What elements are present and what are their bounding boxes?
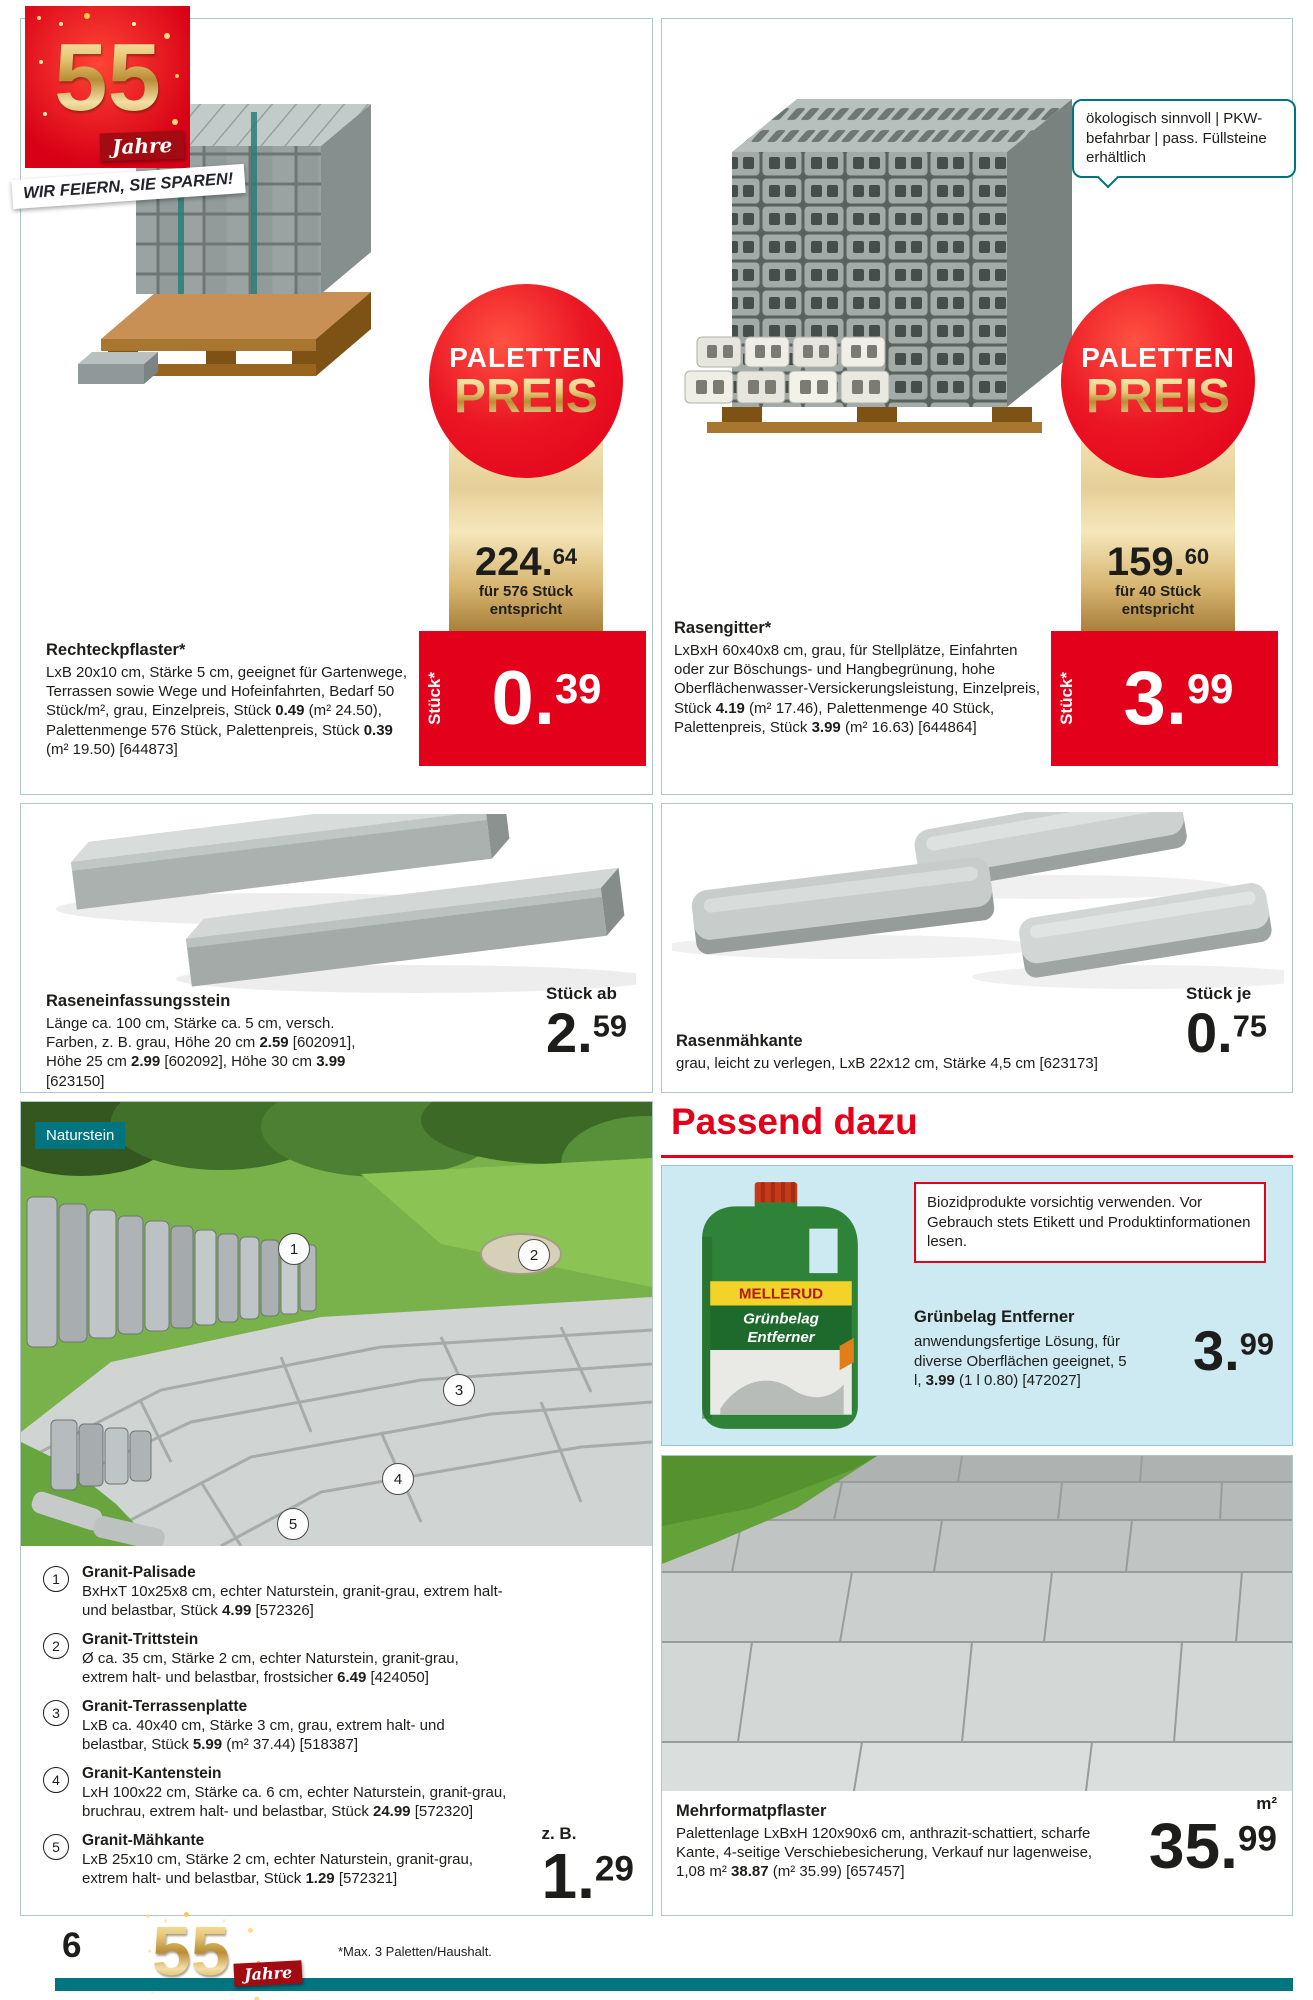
pallet-price-whole: 224. [474,540,553,584]
pallet-price-cents: 60 [1184,544,1210,569]
wooden-pallet [707,407,1042,433]
product-title: Rasenmähkante [676,1032,803,1050]
raseneinfassungsstein-image [36,814,636,994]
item-number: 3 [43,1700,69,1726]
marker-2 [518,1239,550,1271]
badge-paletten-text: PALETTEN [1081,342,1235,374]
price-cents: 99 [1239,1326,1274,1362]
item-title: Granit-Mähkante [82,1832,205,1850]
marker-5 [277,1508,309,1540]
marker-4 [382,1463,414,1495]
price-block [1193,1319,1274,1382]
product-info [46,641,411,759]
page-number: 6 [62,1926,82,1965]
product-title: Rechteckpflaster* [46,641,186,659]
pallet-price-quantity: für 40 Stück [1115,583,1201,600]
product-title: Mehrformatpflaster [676,1802,827,1820]
canister-label-line1: Grünbelag [743,1310,819,1328]
product-info [676,1032,1116,1073]
item-title: Granit-Kantenstein [82,1765,222,1783]
single-paver [78,352,158,384]
brand-logo-55-jahre [25,6,190,168]
eco-info-text: ökologisch sinnvoll | PKW-befahrbar | pass. Füllsteine erhältlich [1086,110,1267,166]
product-title: Raseneinfassungsstein [46,992,231,1010]
price-whole: 3. [1193,1319,1240,1382]
brand-years: 55 [152,1912,230,1990]
product-title: Rasengitter* [674,619,772,637]
passend-dazu-panel [661,1165,1293,1446]
badge-preis-text: PREIS [453,370,599,424]
item-number: 2 [43,1633,69,1659]
brand-jahre-tag: Jahre [99,131,184,162]
product-description: LxBxH 60x40x8 cm, grau, für Stellplätze, Einfahrten oder zur Böschungs- und Hangbegrünung, hohe Oberflächenwasser-Versickerungsleistung, Einzelpreis, Stück 4.19 (m² 17.46), Palettenmenge 40 Stück, Palettenpreis, Stück 3.99 (m² 16.63) [644864] [674,642,1041,736]
pallet-price-quantity: für 576 Stück [478,583,574,600]
price-label: Stück ab [546,984,617,1003]
list-item [43,1564,508,1620]
item-description: LxH 100x22 cm, Stärke ca. 6 cm, echter Naturstein, granit-grau, bruchrau, extrem halt- und belastbar, Stück 24.99 [572320] [82,1784,507,1821]
product-description: anwendungsfertige Lösung, für diverse Oberflächen geeignet, 5 l, 3.99 (1 l 0.80) [472027] [914,1333,1127,1389]
price-block [1186,984,1267,1064]
price-cents: 59 [592,1008,627,1044]
price-block [541,1824,634,1913]
unit-price-cents: 39 [554,664,602,712]
product-tile-rasengitter [661,18,1293,795]
item-description: BxHxT 10x25x8 cm, echter Naturstein, granit-grau, extrem halt- und belastbar, Stück 4.99 [572326] [82,1583,503,1620]
granit-garden-image [21,1102,652,1546]
unit-price-cents: 99 [1186,664,1234,712]
brand-claim-banner: WIR FEIERN, SIE SPAREN! [11,164,245,209]
pallet-price [475,541,577,583]
product-info [676,1802,1096,1882]
item-number: 1 [43,1566,69,1592]
item-title: Granit-Terrassenplatte [82,1698,248,1716]
rasengitter-pallet-image [677,37,1097,457]
brand-jahre-tag: Jahre [233,1960,302,1987]
section-passend-dazu [661,1101,1293,1446]
item-description: LxB ca. 40x40 cm, Stärke 3 cm, grau, extrem halt- und belastbar, Stück 5.99 (m² 37.44) [518387] [82,1717,445,1754]
product-info [46,992,386,1091]
price-value [1148,1810,1277,1882]
marker-number: 3 [454,1381,464,1399]
pallet-price-equals: entspricht [1121,601,1195,618]
product-description: LxB 20x10 cm, Stärke 5 cm, geeignet für Gartenwege, Terrassen sowie Wege und Hofeinfahrten, Bedarf 50 Stück/m², grau, Einzelpreis, Stück 0.49 (m² 24.50), Palettenmenge 576 Stück, Palettenpreis, Stück 0.39 (m² 19.50) [644873] [46,664,408,758]
list-item [43,1765,508,1821]
unit-label: Stück* [1057,672,1076,725]
list-item [43,1631,508,1687]
item-number: 5 [43,1834,69,1860]
badge-paletten-text: PALETTEN [449,342,603,374]
item-description: LxB 25x10 cm, Stärke 2 cm, echter Naturstein, granit-grau, extrem halt- und belastbar, Stück 1.29 [572321] [82,1851,474,1888]
price-whole: 2. [546,1001,593,1064]
list-item [43,1698,508,1754]
unit-price-whole: 3. [1123,655,1187,741]
eco-info-bubble [1072,99,1296,178]
product-description: grau, leicht zu verlegen, LxB 22x12 cm, Stärke 4,5 cm [623173] [676,1055,1098,1072]
brand-years: 55 [54,24,161,131]
price-cents: 29 [594,1849,634,1889]
item-number: 4 [43,1767,69,1793]
naturstein-label: Naturstein [35,1122,125,1149]
unit-price [1079,655,1278,741]
price-whole: 0. [1186,1001,1233,1064]
unit-price [447,655,646,741]
pallet-price-cents: 64 [552,544,578,569]
price-cents: 75 [1232,1008,1267,1044]
price-whole: 1. [541,1840,595,1913]
canister-label-line2: Entferner [747,1328,815,1346]
confetti-decoration [146,1914,149,1917]
product-description: Palettenlage LxBxH 120x90x6 cm, anthrazit-schattiert, scharfe Kante, 4-seitige Verschiebesicherung, Verkauf nur lagenweise, 1,08 m² 38.87 (m² 35.99) [657457] [676,1825,1093,1881]
price-value [1193,1319,1274,1382]
pallet-price-equals: entspricht [489,601,563,618]
item-title: Granit-Palisade [82,1564,196,1581]
low-palisade-wall [51,1420,151,1490]
paletten-preis-badge [429,284,623,478]
marker-3 [443,1374,475,1406]
product-tile-rasenmaehkante [661,803,1293,1093]
price-label: Stück je [1186,984,1252,1003]
price-value [546,1001,627,1064]
product-description: Länge ca. 100 cm, Stärke ca. 5 cm, versch. Farben, z. B. grau, Höhe 20 cm 2.59 [602091], Höhe 25 cm 2.99 [602092], Höhe 30 cm 3.99 [623150] [46,1015,356,1090]
biocide-warning-box [914,1182,1266,1263]
heading-rule [661,1155,1293,1158]
granit-product-list [43,1564,508,1899]
product-tile-mehrformatpflaster [661,1455,1293,1916]
footnote: *Max. 3 Paletten/Haushalt. [338,1944,492,1959]
product-info [674,619,1049,737]
badge-preis-text: PREIS [1085,370,1231,424]
marker-number: 5 [288,1515,298,1533]
item-description: Ø ca. 35 cm, Stärke 2 cm, echter Naturstein, granit-grau, extrem halt- und belastbar, frostsicher 6.49 [424050] [82,1650,459,1687]
product-tile-naturstein-granit [20,1101,653,1916]
section-heading: Passend dazu [671,1101,918,1142]
price-block [1148,1794,1277,1882]
pallet-price-whole: 159. [1106,540,1185,584]
product-title: Grünbelag Entferner [914,1308,1075,1326]
marker-number: 2 [529,1246,539,1264]
unit-label: Stück* [425,672,444,725]
price-block [546,984,627,1064]
biocide-warning-text: Biozidprodukte vorsichtig verwenden. Vor Gebrauch stets Etikett und Produktinformationen lesen. [927,1194,1251,1250]
price-label: m² [1256,1794,1277,1813]
marker-number: 4 [393,1470,403,1488]
marker-number: 1 [289,1240,299,1258]
pallet-price [1107,541,1209,583]
price-value [1186,1001,1267,1064]
unit-price-whole: 0. [491,655,555,741]
price-cents: 99 [1237,1819,1277,1859]
unit-price-band [419,631,646,766]
mehrformatpflaster-image [662,1456,1292,1791]
item-title: Granit-Trittstein [82,1631,199,1649]
confetti-decoration [37,16,41,20]
gruenbelag-entferner-canister-image [690,1176,872,1434]
price-label: z. B. [541,1824,577,1844]
product-tile-raseneinfassungsstein [20,803,653,1093]
price-whole: 35. [1148,1810,1238,1882]
list-item [43,1832,508,1888]
footer-brand-logo [142,1914,312,2000]
price-value [541,1840,634,1913]
unit-price-band [1051,631,1278,766]
marker-1 [278,1233,310,1265]
paletten-preis-badge [1061,284,1255,478]
canister-brand-text: MELLERUD [738,1285,824,1303]
